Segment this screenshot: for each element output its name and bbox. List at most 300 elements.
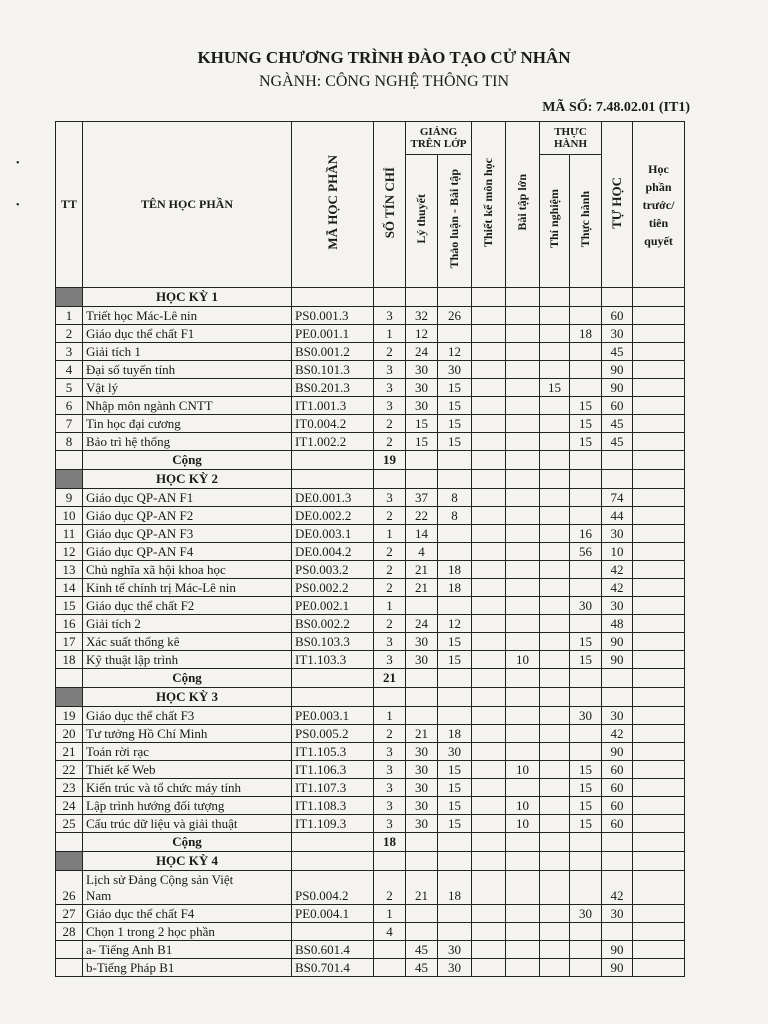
discussion-cell: 12 bbox=[438, 615, 472, 633]
prereq-cell bbox=[633, 905, 685, 923]
self-study-cell: 90 bbox=[602, 361, 633, 379]
course-row bbox=[56, 597, 685, 615]
discussion-cell: 18 bbox=[438, 725, 472, 743]
credits-cell: 3 bbox=[374, 651, 406, 669]
tt-cell: 1 bbox=[56, 307, 83, 325]
course-name-cell: Chủ nghĩa xã hội khoa học bbox=[83, 561, 292, 579]
experiment-cell bbox=[540, 361, 570, 379]
course-code-cell bbox=[292, 923, 374, 941]
discussion-cell: 18 bbox=[438, 871, 472, 905]
credits-cell: 3 bbox=[374, 797, 406, 815]
practice-cell bbox=[570, 743, 602, 761]
course-name-cell: Kinh tế chính trị Mác-Lê nin bbox=[83, 579, 292, 597]
course-code-cell: IT1.107.3 bbox=[292, 779, 374, 797]
theory-cell: 21 bbox=[406, 871, 438, 905]
self-study-cell: 30 bbox=[602, 325, 633, 343]
tt-cell: 20 bbox=[56, 725, 83, 743]
design-cell bbox=[472, 615, 506, 633]
design-cell bbox=[472, 688, 506, 707]
course-code-cell: IT1.108.3 bbox=[292, 797, 374, 815]
theory-cell bbox=[406, 669, 438, 688]
tt-cell: 13 bbox=[56, 561, 83, 579]
theory-cell: 15 bbox=[406, 433, 438, 451]
course-code-cell: BS0.201.3 bbox=[292, 379, 374, 397]
prereq-cell bbox=[633, 433, 685, 451]
credits-cell: 2 bbox=[374, 561, 406, 579]
project-cell bbox=[506, 779, 540, 797]
course-code-cell: IT1.103.3 bbox=[292, 651, 374, 669]
self-study-cell: 48 bbox=[602, 615, 633, 633]
practice-cell: 15 bbox=[570, 761, 602, 779]
experiment-cell bbox=[540, 779, 570, 797]
course-code-cell: PS0.003.2 bbox=[292, 561, 374, 579]
course-row bbox=[56, 507, 685, 525]
col-practice: Thực hành bbox=[570, 155, 602, 288]
discussion-cell: 15 bbox=[438, 433, 472, 451]
discussion-cell bbox=[438, 525, 472, 543]
semester-header-row bbox=[56, 470, 685, 489]
project-cell bbox=[506, 489, 540, 507]
tt-cell: 6 bbox=[56, 397, 83, 415]
course-row bbox=[56, 543, 685, 561]
tt-cell: 24 bbox=[56, 797, 83, 815]
course-code-cell: PS0.001.3 bbox=[292, 307, 374, 325]
design-cell bbox=[472, 833, 506, 852]
experiment-cell bbox=[540, 597, 570, 615]
credits-cell: 3 bbox=[374, 489, 406, 507]
course-name-cell bbox=[83, 871, 292, 905]
prereq-cell bbox=[633, 923, 685, 941]
project-cell: 10 bbox=[506, 651, 540, 669]
design-cell bbox=[472, 379, 506, 397]
practice-cell: 30 bbox=[570, 707, 602, 725]
tt-cell: 3 bbox=[56, 343, 83, 361]
credits-cell: 3 bbox=[374, 361, 406, 379]
discussion-cell: 15 bbox=[438, 797, 472, 815]
prereq-cell bbox=[633, 325, 685, 343]
experiment-cell bbox=[540, 343, 570, 361]
self-study-cell bbox=[602, 833, 633, 852]
design-cell bbox=[472, 633, 506, 651]
credits-cell: 2 bbox=[374, 725, 406, 743]
experiment-cell bbox=[540, 707, 570, 725]
credits-cell: 3 bbox=[374, 307, 406, 325]
subtotal-label: Cộng bbox=[83, 833, 292, 852]
self-study-cell: 60 bbox=[602, 779, 633, 797]
project-cell bbox=[506, 852, 540, 871]
experiment-cell bbox=[540, 325, 570, 343]
discussion-cell: 15 bbox=[438, 397, 472, 415]
experiment-cell bbox=[540, 797, 570, 815]
prereq-cell bbox=[633, 597, 685, 615]
tt-cell: 21 bbox=[56, 743, 83, 761]
subtotal-credits: 19 bbox=[374, 451, 406, 470]
self-study-cell: 90 bbox=[602, 633, 633, 651]
design-cell bbox=[472, 815, 506, 833]
experiment-cell bbox=[540, 397, 570, 415]
tt-cell: 8 bbox=[56, 433, 83, 451]
course-name-cell: Giáo dục thể chất F4 bbox=[83, 905, 292, 923]
shade-cell bbox=[56, 852, 83, 871]
course-name-cell: Giải tích 2 bbox=[83, 615, 292, 633]
theory-cell bbox=[406, 688, 438, 707]
credits-cell: 2 bbox=[374, 543, 406, 561]
subtotal-label: Cộng bbox=[83, 451, 292, 470]
prereq-cell bbox=[633, 343, 685, 361]
discussion-cell: 18 bbox=[438, 561, 472, 579]
course-row bbox=[56, 307, 685, 325]
self-study-cell: 45 bbox=[602, 433, 633, 451]
experiment-cell: 15 bbox=[540, 379, 570, 397]
course-row bbox=[56, 525, 685, 543]
course-code-cell: IT1.106.3 bbox=[292, 761, 374, 779]
col-self-study: TỰ HỌC bbox=[602, 122, 633, 288]
discussion-cell: 15 bbox=[438, 633, 472, 651]
prereq-cell bbox=[633, 415, 685, 433]
project-cell bbox=[506, 579, 540, 597]
practice-cell: 15 bbox=[570, 779, 602, 797]
col-lecture-group: GIẢNG TRÊN LỚP bbox=[406, 122, 472, 155]
project-cell bbox=[506, 615, 540, 633]
prereq-cell bbox=[633, 707, 685, 725]
design-cell bbox=[472, 923, 506, 941]
design-cell bbox=[472, 325, 506, 343]
practice-cell bbox=[570, 507, 602, 525]
tt-cell: 15 bbox=[56, 597, 83, 615]
credits-cell: 3 bbox=[374, 743, 406, 761]
credits-cell: 3 bbox=[374, 633, 406, 651]
self-study-cell: 90 bbox=[602, 379, 633, 397]
shade-cell bbox=[56, 470, 83, 489]
self-study-cell: 42 bbox=[602, 579, 633, 597]
discussion-cell: 18 bbox=[438, 579, 472, 597]
theory-cell: 15 bbox=[406, 415, 438, 433]
tt-cell: 23 bbox=[56, 779, 83, 797]
course-name-cell: Kỹ thuật lập trình bbox=[83, 651, 292, 669]
course-code-cell bbox=[292, 470, 374, 489]
theory-cell: 21 bbox=[406, 561, 438, 579]
course-code-cell: BS0.103.3 bbox=[292, 633, 374, 651]
course-code-cell: IT1.001.3 bbox=[292, 397, 374, 415]
practice-cell bbox=[570, 725, 602, 743]
design-cell bbox=[472, 397, 506, 415]
project-cell bbox=[506, 397, 540, 415]
course-code-cell: DE0.002.2 bbox=[292, 507, 374, 525]
self-study-cell: 60 bbox=[602, 397, 633, 415]
project-cell bbox=[506, 959, 540, 977]
course-name-cell: Giáo dục QP-AN F2 bbox=[83, 507, 292, 525]
self-study-cell bbox=[602, 688, 633, 707]
prereq-cell bbox=[633, 561, 685, 579]
course-code-cell: BS0.101.3 bbox=[292, 361, 374, 379]
col-experiment: Thí nghiệm bbox=[540, 155, 570, 288]
theory-cell bbox=[406, 451, 438, 470]
course-name-cell: Cấu trúc dữ liệu và giải thuật bbox=[83, 815, 292, 833]
theory-cell: 4 bbox=[406, 543, 438, 561]
course-name-cell: Tin học đại cương bbox=[83, 415, 292, 433]
theory-cell bbox=[406, 905, 438, 923]
course-code-cell bbox=[292, 669, 374, 688]
practice-cell: 15 bbox=[570, 651, 602, 669]
tt-cell: 7 bbox=[56, 415, 83, 433]
practice-cell: 56 bbox=[570, 543, 602, 561]
self-study-cell: 90 bbox=[602, 941, 633, 959]
design-cell bbox=[472, 343, 506, 361]
credits-cell: 1 bbox=[374, 325, 406, 343]
credits-cell: 3 bbox=[374, 779, 406, 797]
tt-cell: 14 bbox=[56, 579, 83, 597]
col-tt: TT bbox=[56, 122, 83, 288]
credits-cell bbox=[374, 941, 406, 959]
discussion-cell: 15 bbox=[438, 761, 472, 779]
self-study-cell: 30 bbox=[602, 707, 633, 725]
course-code-cell: DE0.003.1 bbox=[292, 525, 374, 543]
prereq-cell bbox=[633, 761, 685, 779]
course-code-cell: BS0.002.2 bbox=[292, 615, 374, 633]
project-cell bbox=[506, 633, 540, 651]
tt-cell: 25 bbox=[56, 815, 83, 833]
course-name-cell: b-Tiếng Pháp B1 bbox=[83, 959, 292, 977]
practice-cell: 15 bbox=[570, 633, 602, 651]
design-cell bbox=[472, 433, 506, 451]
course-row bbox=[56, 561, 685, 579]
prereq-cell bbox=[633, 815, 685, 833]
prereq-cell bbox=[633, 633, 685, 651]
prereq-cell bbox=[633, 451, 685, 470]
self-study-cell: 30 bbox=[602, 597, 633, 615]
practice-cell bbox=[570, 561, 602, 579]
practice-cell: 15 bbox=[570, 415, 602, 433]
experiment-cell bbox=[540, 688, 570, 707]
credits-cell: 2 bbox=[374, 579, 406, 597]
course-row bbox=[56, 361, 685, 379]
tt-cell bbox=[56, 451, 83, 470]
practice-cell bbox=[570, 941, 602, 959]
theory-cell: 30 bbox=[406, 379, 438, 397]
practice-cell bbox=[570, 615, 602, 633]
course-row bbox=[56, 815, 685, 833]
project-cell bbox=[506, 871, 540, 905]
course-code-cell: PS0.005.2 bbox=[292, 725, 374, 743]
course-code-cell: PE0.002.1 bbox=[292, 597, 374, 615]
tt-cell: 18 bbox=[56, 651, 83, 669]
discussion-cell bbox=[438, 905, 472, 923]
prereq-cell bbox=[633, 307, 685, 325]
tt-cell bbox=[56, 941, 83, 959]
project-cell bbox=[506, 597, 540, 615]
subtotal-credits: 18 bbox=[374, 833, 406, 852]
discussion-cell: 15 bbox=[438, 815, 472, 833]
course-name-line: Lịch sử Đảng Cộng sản Việt bbox=[86, 871, 234, 887]
theory-cell: 30 bbox=[406, 743, 438, 761]
project-cell bbox=[506, 669, 540, 688]
self-study-cell: 60 bbox=[602, 761, 633, 779]
design-cell bbox=[472, 489, 506, 507]
course-code-cell: BS0.601.4 bbox=[292, 941, 374, 959]
design-cell bbox=[472, 579, 506, 597]
experiment-cell bbox=[540, 507, 570, 525]
course-name-cell: Tư tưởng Hồ Chí Minh bbox=[83, 725, 292, 743]
tt-cell: 19 bbox=[56, 707, 83, 725]
experiment-cell bbox=[540, 451, 570, 470]
experiment-cell bbox=[540, 923, 570, 941]
prereq-cell bbox=[633, 470, 685, 489]
practice-cell bbox=[570, 959, 602, 977]
course-row bbox=[56, 397, 685, 415]
tt-cell bbox=[56, 959, 83, 977]
prereq-cell bbox=[633, 651, 685, 669]
self-study-cell: 42 bbox=[602, 725, 633, 743]
shade-cell bbox=[56, 688, 83, 707]
discussion-cell: 30 bbox=[438, 743, 472, 761]
practice-cell: 15 bbox=[570, 397, 602, 415]
experiment-cell bbox=[540, 561, 570, 579]
experiment-cell bbox=[540, 743, 570, 761]
discussion-cell bbox=[438, 833, 472, 852]
subtotal-row bbox=[56, 451, 685, 470]
discussion-cell: 30 bbox=[438, 959, 472, 977]
credits-cell: 1 bbox=[374, 707, 406, 725]
credits-cell bbox=[374, 852, 406, 871]
practice-cell: 15 bbox=[570, 815, 602, 833]
subtotal-row bbox=[56, 833, 685, 852]
self-study-cell: 60 bbox=[602, 307, 633, 325]
project-cell bbox=[506, 288, 540, 307]
course-code-cell: PS0.004.2 bbox=[292, 871, 374, 905]
course-code-cell bbox=[292, 688, 374, 707]
subtotal-row bbox=[56, 669, 685, 688]
project-cell bbox=[506, 325, 540, 343]
discussion-cell: 8 bbox=[438, 489, 472, 507]
discussion-cell bbox=[438, 707, 472, 725]
theory-cell bbox=[406, 833, 438, 852]
experiment-cell bbox=[540, 871, 570, 905]
course-code-cell: DE0.001.3 bbox=[292, 489, 374, 507]
experiment-cell bbox=[540, 489, 570, 507]
practice-cell bbox=[570, 579, 602, 597]
project-cell bbox=[506, 941, 540, 959]
self-study-cell bbox=[602, 451, 633, 470]
course-name-cell: Chọn 1 trong 2 học phần bbox=[83, 923, 292, 941]
prereq-cell bbox=[633, 397, 685, 415]
document-subtitle: NGÀNH: CÔNG NGHỆ THÔNG TIN bbox=[258, 73, 510, 90]
course-name-line: Nam bbox=[86, 887, 112, 903]
experiment-cell bbox=[540, 959, 570, 977]
subtotal-credits: 21 bbox=[374, 669, 406, 688]
practice-cell bbox=[570, 361, 602, 379]
theory-cell: 45 bbox=[406, 941, 438, 959]
credits-cell: 3 bbox=[374, 761, 406, 779]
prereq-cell bbox=[633, 379, 685, 397]
experiment-cell bbox=[540, 415, 570, 433]
discussion-cell bbox=[438, 597, 472, 615]
discussion-cell bbox=[438, 923, 472, 941]
course-row bbox=[56, 707, 685, 725]
course-code-cell: BS0.701.4 bbox=[292, 959, 374, 977]
prereq-cell bbox=[633, 669, 685, 688]
course-code-cell: PE0.003.1 bbox=[292, 707, 374, 725]
discussion-cell bbox=[438, 451, 472, 470]
prereq-cell bbox=[633, 543, 685, 561]
design-cell bbox=[472, 307, 506, 325]
design-cell bbox=[472, 761, 506, 779]
self-study-cell: 42 bbox=[602, 561, 633, 579]
course-name-cell: Bảo trì hệ thống bbox=[83, 433, 292, 451]
course-row bbox=[56, 725, 685, 743]
course-name-cell: Kiến trúc và tổ chức máy tính bbox=[83, 779, 292, 797]
design-cell bbox=[472, 597, 506, 615]
prereq-cell bbox=[633, 288, 685, 307]
prereq-cell bbox=[633, 959, 685, 977]
tt-cell: 22 bbox=[56, 761, 83, 779]
project-cell bbox=[506, 525, 540, 543]
discussion-cell: 15 bbox=[438, 779, 472, 797]
credits-cell: 1 bbox=[374, 597, 406, 615]
discussion-cell: 30 bbox=[438, 941, 472, 959]
program-code: MÃ SỐ: 7.48.02.01 (IT1) bbox=[542, 100, 690, 115]
credits-cell bbox=[374, 959, 406, 977]
project-cell bbox=[506, 833, 540, 852]
tt-cell bbox=[56, 669, 83, 688]
experiment-cell bbox=[540, 433, 570, 451]
experiment-cell bbox=[540, 307, 570, 325]
discussion-cell: 26 bbox=[438, 307, 472, 325]
course-row bbox=[56, 325, 685, 343]
self-study-cell: 74 bbox=[602, 489, 633, 507]
semester-header-row bbox=[56, 852, 685, 871]
theory-cell: 30 bbox=[406, 779, 438, 797]
semester-title: HỌC KỲ 1 bbox=[83, 288, 292, 307]
experiment-cell bbox=[540, 761, 570, 779]
course-code-cell: IT1.105.3 bbox=[292, 743, 374, 761]
credits-cell bbox=[374, 288, 406, 307]
credits-cell: 2 bbox=[374, 507, 406, 525]
practice-cell: 18 bbox=[570, 325, 602, 343]
discussion-cell bbox=[438, 688, 472, 707]
theory-cell: 24 bbox=[406, 343, 438, 361]
project-cell bbox=[506, 905, 540, 923]
course-name-cell: Giáo dục thể chất F3 bbox=[83, 707, 292, 725]
credits-cell: 3 bbox=[374, 397, 406, 415]
course-name-cell: Lập trình hướng đối tượng bbox=[83, 797, 292, 815]
theory-cell: 30 bbox=[406, 815, 438, 833]
col-credits: SỐ TÍN CHỈ bbox=[374, 122, 406, 288]
self-study-cell: 60 bbox=[602, 815, 633, 833]
theory-cell: 30 bbox=[406, 797, 438, 815]
col-name: TÊN HỌC PHẦN bbox=[83, 122, 292, 288]
experiment-cell bbox=[540, 470, 570, 489]
theory-cell: 21 bbox=[406, 579, 438, 597]
tt-cell: 28 bbox=[56, 923, 83, 941]
semester-title: HỌC KỲ 4 bbox=[83, 852, 292, 871]
discussion-cell: 30 bbox=[438, 361, 472, 379]
experiment-cell bbox=[540, 543, 570, 561]
self-study-cell: 45 bbox=[602, 415, 633, 433]
discussion-cell bbox=[438, 852, 472, 871]
self-study-cell bbox=[602, 852, 633, 871]
experiment-cell bbox=[540, 905, 570, 923]
experiment-cell bbox=[540, 833, 570, 852]
discussion-cell bbox=[438, 470, 472, 489]
theory-cell bbox=[406, 852, 438, 871]
experiment-cell bbox=[540, 651, 570, 669]
practice-cell bbox=[570, 470, 602, 489]
credits-cell: 2 bbox=[374, 615, 406, 633]
experiment-cell bbox=[540, 288, 570, 307]
self-study-cell: 10 bbox=[602, 543, 633, 561]
practice-cell bbox=[570, 871, 602, 905]
course-row bbox=[56, 633, 685, 651]
